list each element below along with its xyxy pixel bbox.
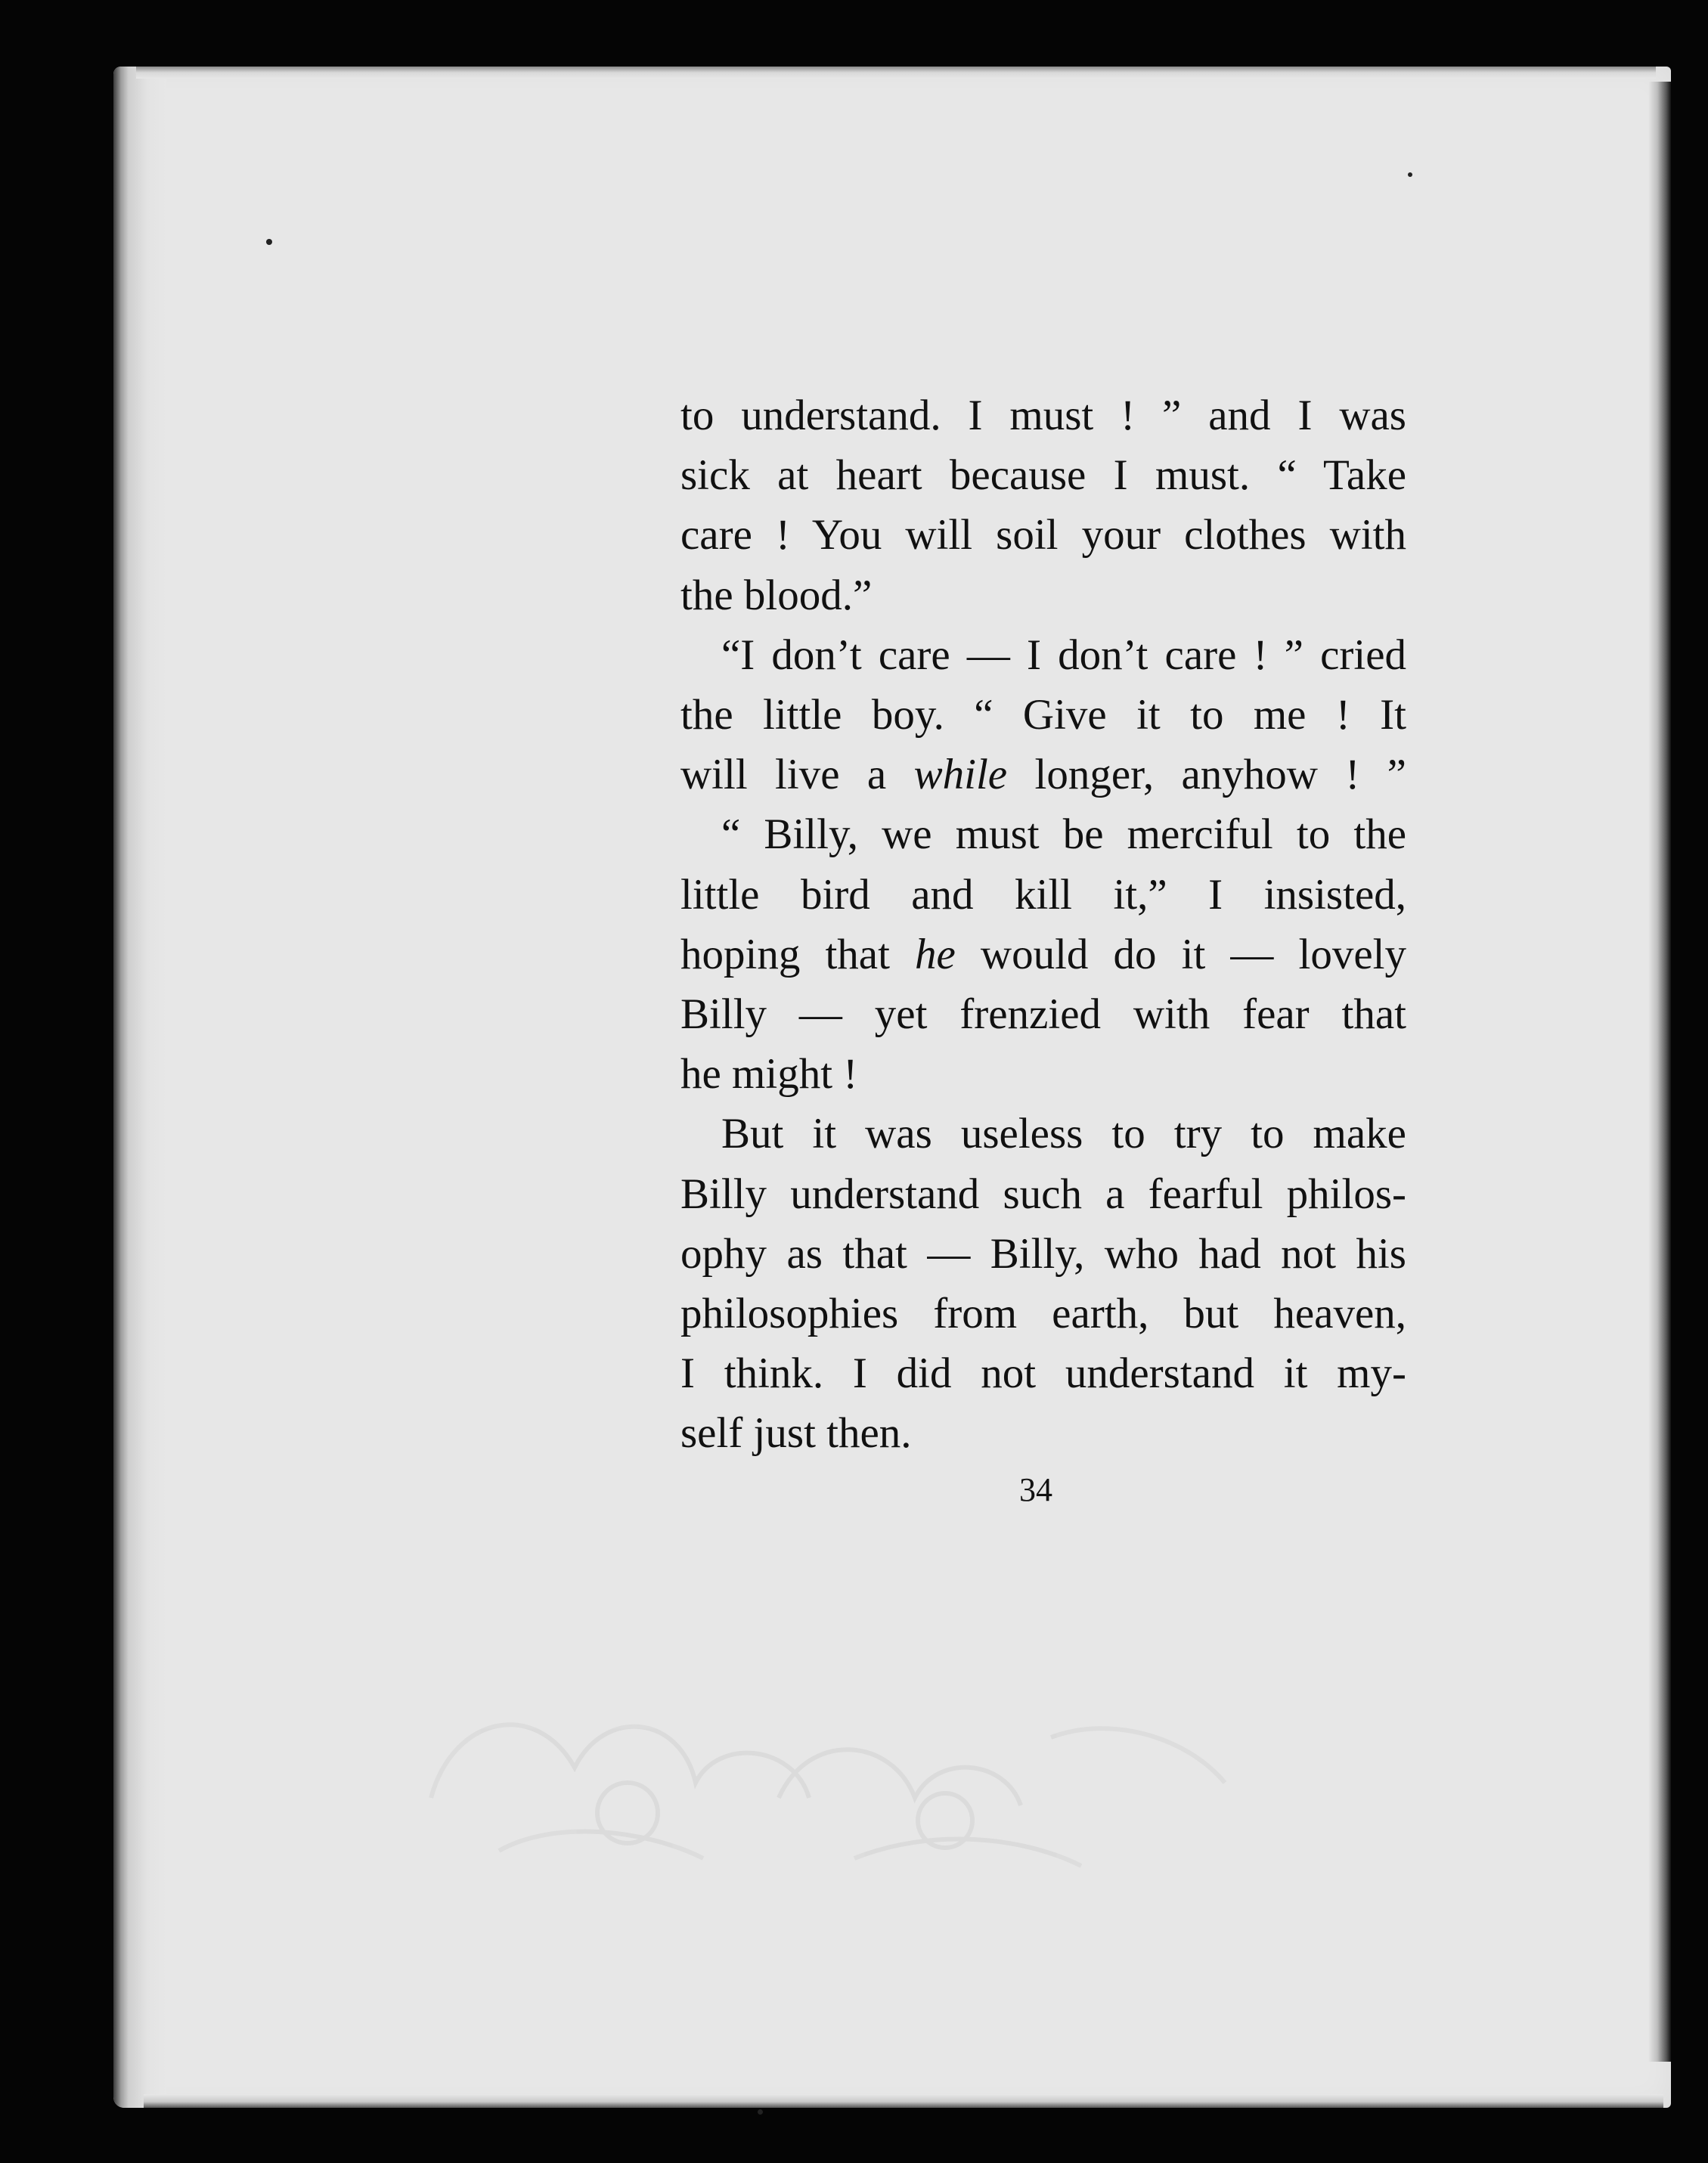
paragraph: [680, 625, 1406, 805]
text-line: philosophies from earth, but heaven,: [680, 1290, 1406, 1338]
scan-speck: [266, 239, 272, 245]
body-text: [680, 386, 1406, 1464]
text-line: self just then.: [680, 1409, 912, 1458]
text-segment: longer, anyhow ! ”: [1007, 751, 1406, 799]
paragraph: [680, 386, 1406, 625]
page-right-edge: [1648, 82, 1671, 2062]
italic-word: he: [915, 930, 956, 978]
text-line: ophy as that — Billy, who had not his: [680, 1229, 1406, 1278]
text-line: Billy understand such a fearful philos-: [680, 1170, 1406, 1218]
text-line: sick at heart because I must. “ Take: [680, 451, 1406, 500]
text-line: to understand. I must ! ” and I was: [680, 392, 1406, 439]
text-line: little bird and kill it,” I insisted,: [680, 870, 1406, 919]
text-line: [680, 925, 1406, 984]
page-top-edge: [136, 67, 1656, 79]
text-line: “ Billy, we must be merciful to the: [721, 810, 1406, 859]
text-segment: hoping that: [680, 930, 916, 978]
text-segment: will live a: [680, 751, 914, 799]
scan-speck: [1408, 172, 1412, 177]
text-line: But it was useless to try to make: [721, 1110, 1406, 1158]
text-line: he might !: [680, 1050, 858, 1099]
faint-bleed-through-illustration: [401, 1624, 1248, 1911]
text-line: the little boy. “ Give it to me ! It: [680, 691, 1406, 739]
text-line: [680, 745, 1406, 804]
italic-word: while: [913, 751, 1008, 799]
text-line: I think. I did not understand it my-: [680, 1350, 1406, 1398]
text-line: the blood.”: [680, 571, 873, 619]
page-left-edge: [113, 67, 166, 2108]
text-line: care ! You will soil your clothes with: [680, 511, 1406, 559]
scan-speck: [758, 2109, 763, 2115]
text-line: Billy — yet frenzied with fear that: [680, 990, 1406, 1039]
text-segment: would do it — lovely: [955, 930, 1406, 978]
paragraph: [680, 804, 1406, 1104]
page-bottom-edge: [144, 2094, 1663, 2108]
text-line: “I don’t care — I don’t care ! ” cried: [721, 631, 1406, 679]
page-number: 34: [1019, 1471, 1052, 1508]
paragraph: [680, 1104, 1406, 1463]
